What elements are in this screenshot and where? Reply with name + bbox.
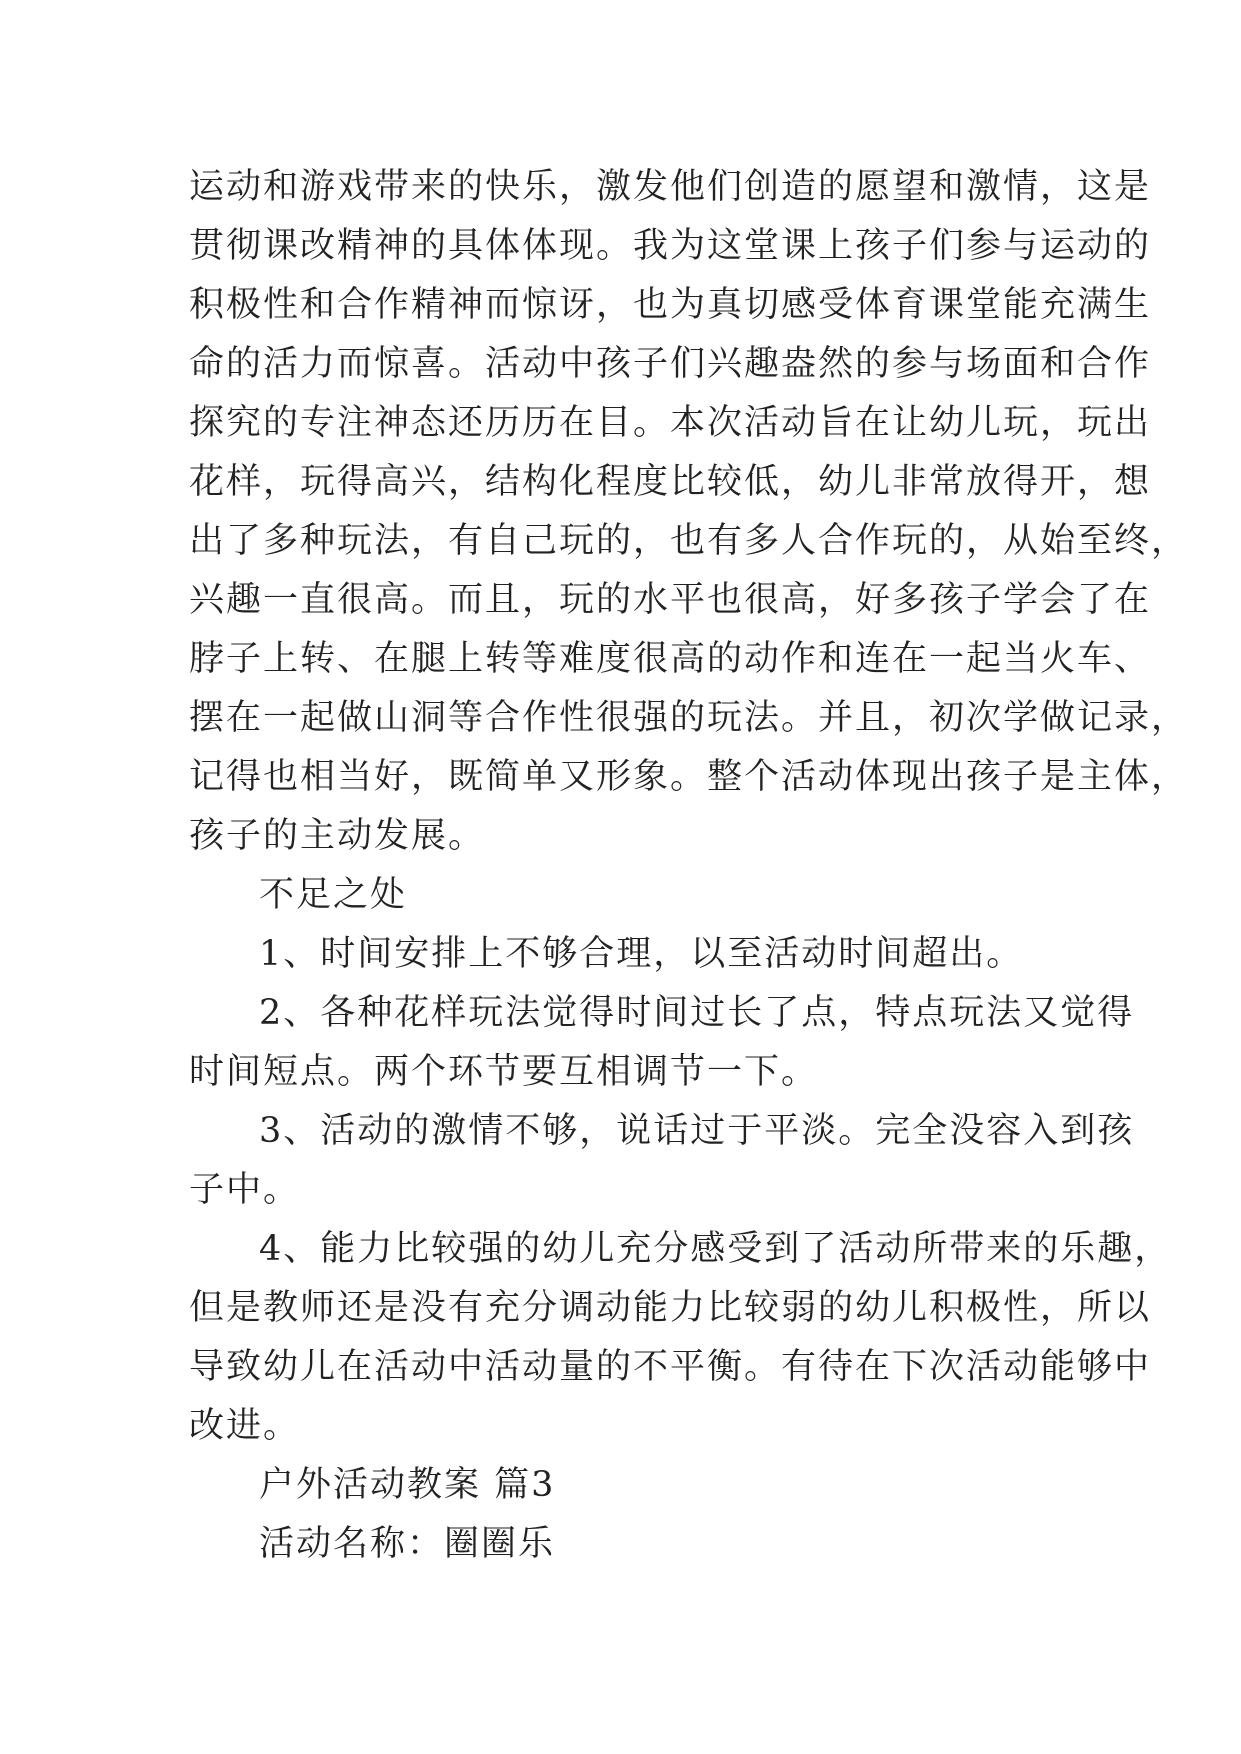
text-line: 脖子上转、在腿上转等难度很高的动作和连在一起当火车、 — [189, 639, 1152, 679]
text-line: 2、各种花样玩法觉得时间过长了点，特点玩法又觉得 — [259, 993, 1135, 1033]
text-line: 积极性和合作精神而惊讶，也为真切感受体育课堂能充满生 — [189, 285, 1152, 325]
text-line: 户外活动教案 篇3 — [259, 1465, 556, 1505]
text-line: 3、活动的激情不够，说话过于平淡。完全没容入到孩 — [259, 1111, 1135, 1151]
text-line: 改进。 — [189, 1406, 301, 1446]
text-line: 活动名称：圈圈乐 — [259, 1524, 556, 1564]
text-line: 子中。 — [189, 1170, 301, 1210]
text-line: 命的活力而惊喜。活动中孩子们兴趣盎然的参与场面和合作 — [189, 344, 1152, 384]
text-line: 孩子的主动发展。 — [189, 816, 486, 856]
text-line: 兴趣一直很高。而且，玩的水平也很高，好多孩子学会了在 — [189, 580, 1152, 620]
text-line: 导致幼儿在活动中活动量的不平衡。有待在下次活动能够中 — [189, 1347, 1152, 1387]
body-text — [189, 158, 1189, 1574]
text-line: 探究的专注神态还历历在目。本次活动旨在让幼儿玩，玩出 — [189, 403, 1152, 443]
text-line: 时间短点。两个环节要互相调节一下。 — [189, 1052, 819, 1092]
text-line: 贯彻课改精神的具体体现。我为这堂课上孩子们参与运动的 — [189, 226, 1152, 266]
text-line: 记得也相当好，既简单又形象。整个活动体现出孩子是主体， — [189, 757, 1189, 797]
text-line: 出了多种玩法，有自己玩的，也有多人合作玩的，从始至终， — [189, 521, 1189, 561]
text-line: 不足之处 — [259, 875, 408, 915]
text-line: 摆在一起做山洞等合作性很强的玩法。并且，初次学做记录， — [189, 698, 1189, 738]
text-line: 但是教师还是没有充分调动能力比较弱的幼儿积极性，所以 — [189, 1288, 1152, 1328]
text-line: 花样，玩得高兴，结构化程度比较低，幼儿非常放得开，想 — [189, 462, 1152, 502]
text-line: 1、时间安排上不够合理，以至活动时间超出。 — [259, 934, 1024, 974]
text-line: 运动和游戏带来的快乐，激发他们创造的愿望和激情，这是 — [189, 167, 1152, 207]
text-line: 4、能力比较强的幼儿充分感受到了活动所带来的乐趣， — [259, 1229, 1172, 1269]
